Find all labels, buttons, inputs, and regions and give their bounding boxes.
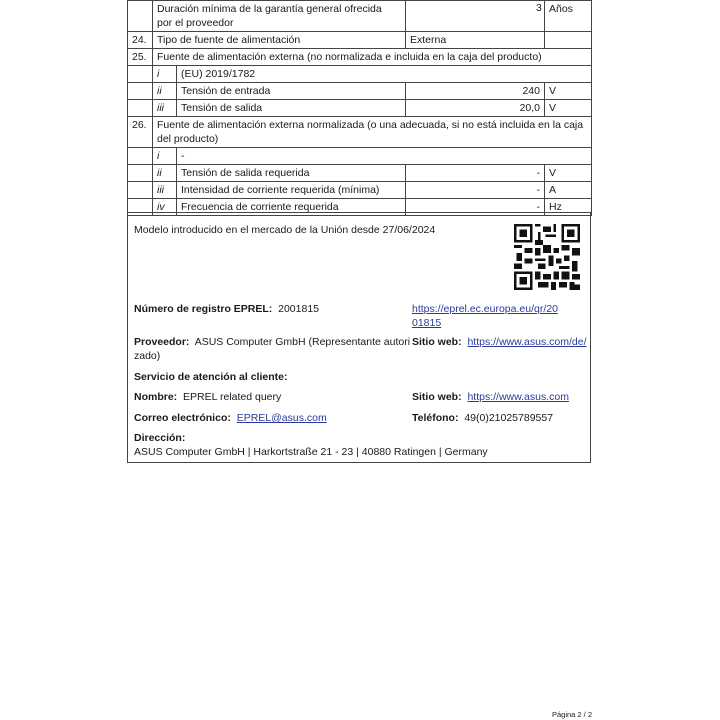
row-index: ii bbox=[153, 165, 177, 182]
row-index: i bbox=[153, 148, 177, 165]
qr-code-icon bbox=[514, 224, 580, 290]
row-unit: A bbox=[545, 182, 592, 199]
eprel-info-card bbox=[127, 212, 591, 463]
row-label: Intensidad de corriente requerida (mínima) bbox=[177, 182, 406, 199]
row-value: - bbox=[406, 182, 545, 199]
row-label: Frecuencia de corriente requerida bbox=[177, 199, 406, 216]
email-line bbox=[134, 411, 327, 425]
name-value: EPREL related query bbox=[183, 391, 282, 403]
warranty-value: 3 bbox=[536, 2, 542, 14]
row-value: 240 bbox=[406, 83, 545, 100]
specification-table bbox=[127, 0, 592, 216]
eprel-link-continued[interactable]: 01815 bbox=[412, 317, 442, 329]
row-unit: V bbox=[545, 165, 592, 182]
row-index: iii bbox=[153, 182, 177, 199]
row-value: 20,0 bbox=[406, 100, 545, 117]
table-row bbox=[128, 32, 592, 49]
provider-value: ASUS Computer GmbH (Representante autori bbox=[194, 336, 411, 348]
row-index: ii bbox=[153, 83, 177, 100]
phone-label: Teléfono: bbox=[412, 412, 459, 424]
service-website-line bbox=[412, 390, 569, 404]
table-row bbox=[128, 66, 592, 83]
phone-value: 49(0)21025789557 bbox=[464, 412, 554, 424]
eprel-registration bbox=[134, 302, 319, 316]
table-row bbox=[128, 165, 592, 182]
provider-value-continued: zado) bbox=[134, 350, 161, 362]
row-unit: V bbox=[545, 100, 592, 117]
row-unit: Años bbox=[545, 1, 592, 32]
row-index: i bbox=[153, 66, 177, 83]
row-label: - bbox=[177, 148, 592, 165]
page-number: Página 2 / 2 bbox=[551, 710, 592, 719]
address-label: Dirección: bbox=[134, 432, 186, 444]
eprel-link[interactable]: https://eprel.ec.europa.eu/qr/20 bbox=[412, 303, 558, 315]
row-label: Tensión de salida bbox=[177, 100, 406, 117]
row-number: 26. bbox=[128, 117, 153, 148]
row-unit: Hz bbox=[545, 199, 592, 216]
table-row bbox=[128, 1, 592, 32]
name-label: Nombre: bbox=[134, 391, 178, 403]
row-label: Tipo de fuente de alimentación bbox=[153, 32, 406, 49]
eprel-label: Número de registro EPREL: bbox=[134, 303, 273, 315]
table-row bbox=[128, 117, 592, 148]
warranty-value-divider bbox=[405, 0, 406, 31]
email-link[interactable]: EPREL@asus.com bbox=[236, 412, 327, 424]
provider-label: Proveedor: bbox=[134, 336, 190, 348]
table-row bbox=[128, 100, 592, 117]
phone-line bbox=[412, 411, 553, 425]
table-row bbox=[128, 83, 592, 100]
row-unit: V bbox=[545, 83, 592, 100]
row-label: (EU) 2019/1782 bbox=[177, 66, 592, 83]
row-label: Tensión de salida requerida bbox=[177, 165, 406, 182]
eprel-value: 2001815 bbox=[278, 303, 320, 315]
row-label: Fuente de alimentación externa normalizada (o una adecuada, si no está incluida en la caja del producto) bbox=[153, 117, 592, 148]
provider-website-link[interactable]: https://www.asus.com/de/ bbox=[467, 336, 587, 348]
row-value: - bbox=[406, 199, 545, 216]
row-label: Duración mínima de la garantía general ofrecida por el proveedor bbox=[153, 1, 545, 32]
website-label: Sitio web: bbox=[412, 336, 462, 348]
row-label: Fuente de alimentación externa (no normalizada e incluida en la caja del producto) bbox=[153, 49, 592, 66]
email-label: Correo electrónico: bbox=[134, 412, 231, 424]
address-value: ASUS Computer GmbH | Harkortstraße 21 - 23 | 40880 Ratingen | Germany bbox=[134, 446, 488, 458]
table-row bbox=[128, 148, 592, 165]
table-row bbox=[128, 49, 592, 66]
website-label: Sitio web: bbox=[412, 391, 462, 403]
row-number: 24. bbox=[128, 32, 153, 49]
row-number: 25. bbox=[128, 49, 153, 66]
service-website-link[interactable]: https://www.asus.com bbox=[467, 391, 569, 403]
row-index: iii bbox=[153, 100, 177, 117]
row-label: Tensión de entrada bbox=[177, 83, 406, 100]
customer-service-heading: Servicio de atención al cliente: bbox=[134, 371, 288, 383]
row-index: iv bbox=[153, 199, 177, 216]
provider-line bbox=[134, 335, 410, 349]
row-value: - bbox=[406, 165, 545, 182]
row-value: Externa bbox=[406, 32, 545, 49]
market-date-text: Modelo introducido en el mercado de la Unión desde 27/06/2024 bbox=[134, 224, 436, 236]
table-row bbox=[128, 182, 592, 199]
provider-website-line bbox=[412, 335, 587, 349]
contact-name-line bbox=[134, 390, 281, 404]
